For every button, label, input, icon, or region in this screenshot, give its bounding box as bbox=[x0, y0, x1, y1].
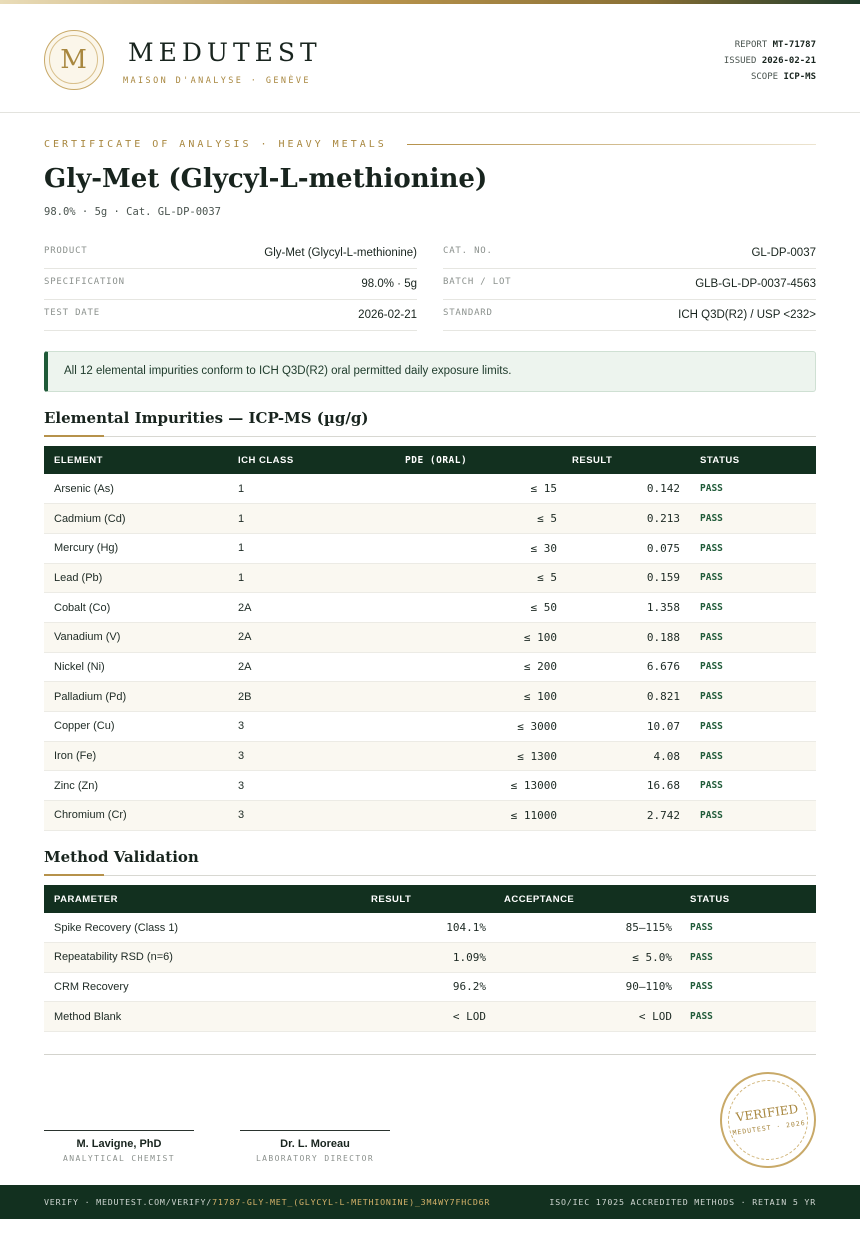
info-value: Gly-Met (Glycyl-L-methionine) bbox=[264, 247, 417, 259]
col-header-element: ELEMENT bbox=[54, 454, 103, 466]
ich-class-cell: 2A bbox=[238, 593, 358, 623]
section-accent bbox=[44, 435, 104, 437]
info-key: PRODUCT bbox=[44, 246, 88, 256]
pde-cell: ≤ 200 bbox=[358, 652, 559, 682]
seal-subtext: MEDUTEST · 2026 bbox=[732, 1118, 807, 1138]
info-value: GLB-GL-DP-0037-4563 bbox=[695, 278, 816, 290]
ich-class-cell: 1 bbox=[238, 474, 358, 504]
element-cell: Copper (Cu) bbox=[44, 712, 238, 742]
impurities-table bbox=[44, 446, 816, 831]
issued-date: ISSUED 2026-02-21 bbox=[723, 56, 816, 66]
verified-seal bbox=[714, 1066, 822, 1174]
info-row bbox=[443, 300, 816, 331]
ich-class-cell: 1 bbox=[238, 563, 358, 593]
conformance-notice bbox=[44, 351, 816, 392]
table-header-row bbox=[44, 885, 816, 913]
status-badge: PASS bbox=[680, 771, 816, 801]
report-number: REPORT MT-71787 bbox=[734, 40, 816, 50]
info-key: CAT. NO. bbox=[443, 246, 493, 256]
status-badge: PASS bbox=[672, 913, 816, 943]
element-cell: Zinc (Zn) bbox=[44, 771, 238, 801]
status-badge: PASS bbox=[680, 474, 816, 504]
status-badge: PASS bbox=[680, 622, 816, 652]
col-header-pde: PDE (ORAL) bbox=[405, 454, 468, 466]
pde-cell: ≤ 5 bbox=[358, 563, 559, 593]
parameter-cell: Spike Recovery (Class 1) bbox=[44, 913, 264, 943]
verify-code: 71787-GLY-MET_(GLYCYL-L-METHIONINE)_3M4WY7FHCD6R bbox=[212, 1197, 491, 1207]
section-divider bbox=[44, 875, 816, 876]
ich-class-cell: 2A bbox=[238, 652, 358, 682]
result-cell: 0.821 bbox=[559, 682, 680, 712]
info-value: GL-DP-0037 bbox=[751, 247, 816, 259]
status-badge: PASS bbox=[680, 712, 816, 742]
table-row bbox=[44, 593, 816, 623]
pde-cell: ≤ 100 bbox=[358, 622, 559, 652]
brand-name: MEDUTEST bbox=[128, 38, 322, 67]
status-badge: PASS bbox=[680, 563, 816, 593]
signatory-name: Dr. L. Moreau bbox=[280, 1138, 350, 1150]
result-cell: 2.742 bbox=[559, 801, 680, 831]
result-cell: 0.075 bbox=[559, 533, 680, 563]
col-header-acceptance: ACCEPTANCE bbox=[504, 893, 575, 905]
col-header-ich-class: ICH CLASS bbox=[238, 454, 294, 466]
info-key: TEST DATE bbox=[44, 308, 100, 318]
signatory-role: ANALYTICAL CHEMIST bbox=[63, 1154, 175, 1163]
section-divider bbox=[44, 436, 816, 437]
element-cell: Mercury (Hg) bbox=[44, 533, 238, 563]
product-title: Gly-Met (Glycyl-L-methionine) bbox=[44, 164, 488, 194]
acceptance-cell: < LOD bbox=[486, 1002, 672, 1032]
signature-divider bbox=[44, 1054, 816, 1055]
ich-class-cell: 3 bbox=[238, 771, 358, 801]
ich-class-cell: 1 bbox=[238, 533, 358, 563]
info-key: STANDARD bbox=[443, 308, 493, 318]
info-row bbox=[44, 300, 417, 331]
col-header-parameter: PARAMETER bbox=[54, 893, 118, 905]
status-badge: PASS bbox=[680, 682, 816, 712]
result-cell: 1.09% bbox=[264, 943, 486, 973]
table-row bbox=[44, 771, 816, 801]
col-header-result: RESULT bbox=[371, 893, 412, 905]
table-row bbox=[44, 943, 816, 973]
result-cell: < LOD bbox=[264, 1002, 486, 1032]
status-badge: PASS bbox=[680, 801, 816, 831]
result-cell: 1.358 bbox=[559, 593, 680, 623]
signature-block bbox=[44, 1130, 194, 1163]
status-badge: PASS bbox=[680, 533, 816, 563]
brand-tagline: MAISON D'ANALYSE · GENÈVE bbox=[123, 76, 311, 86]
signatory-role: LABORATORY DIRECTOR bbox=[255, 1154, 375, 1163]
result-cell: 0.213 bbox=[559, 504, 680, 534]
ich-class-cell: 2B bbox=[238, 682, 358, 712]
table-row bbox=[44, 972, 816, 1002]
signature-block bbox=[240, 1130, 390, 1163]
parameter-cell: Repeatability RSD (n=6) bbox=[44, 943, 264, 973]
table-row bbox=[44, 913, 816, 943]
result-cell: 4.08 bbox=[559, 741, 680, 771]
element-cell: Lead (Pb) bbox=[44, 563, 238, 593]
info-grid-right bbox=[443, 238, 816, 331]
section-accent bbox=[44, 874, 104, 876]
result-cell: 0.188 bbox=[559, 622, 680, 652]
table-row bbox=[44, 652, 816, 682]
status-badge: PASS bbox=[680, 652, 816, 682]
product-subline: 98.0% · 5g · Cat. GL-DP-0037 bbox=[44, 206, 222, 218]
table-row bbox=[44, 741, 816, 771]
ich-class-cell: 3 bbox=[238, 741, 358, 771]
kicker-divider bbox=[407, 144, 816, 145]
table-row bbox=[44, 533, 816, 563]
table-row bbox=[44, 712, 816, 742]
brand-logo-initial: M bbox=[49, 35, 98, 84]
parameter-cell: CRM Recovery bbox=[44, 972, 264, 1002]
acceptance-cell: ≤ 5.0% bbox=[486, 943, 672, 973]
table-header-row bbox=[44, 446, 816, 474]
report-scope: SCOPE ICP-MS bbox=[750, 72, 816, 82]
pde-cell: ≤ 15 bbox=[358, 474, 559, 504]
element-cell: Cobalt (Co) bbox=[44, 593, 238, 623]
element-cell: Iron (Fe) bbox=[44, 741, 238, 771]
status-badge: PASS bbox=[680, 741, 816, 771]
table-row bbox=[44, 801, 816, 831]
info-key: BATCH / LOT bbox=[443, 277, 512, 287]
result-cell: 10.07 bbox=[559, 712, 680, 742]
info-grid-left bbox=[44, 238, 417, 331]
table-row bbox=[44, 622, 816, 652]
ich-class-cell: 3 bbox=[238, 712, 358, 742]
validation-section-title: Method Validation bbox=[44, 848, 199, 866]
info-row bbox=[443, 269, 816, 300]
acceptance-cell: 90–110% bbox=[486, 972, 672, 1002]
col-header-result: RESULT bbox=[572, 454, 613, 466]
ich-class-cell: 3 bbox=[238, 801, 358, 831]
result-cell: 16.68 bbox=[559, 771, 680, 801]
table-row bbox=[44, 563, 816, 593]
info-value: 98.0% · 5g bbox=[361, 278, 417, 290]
element-cell: Nickel (Ni) bbox=[44, 652, 238, 682]
pde-cell: ≤ 50 bbox=[358, 593, 559, 623]
info-value: 2026-02-21 bbox=[358, 309, 417, 321]
pde-cell: ≤ 30 bbox=[358, 533, 559, 563]
ich-class-cell: 2A bbox=[238, 622, 358, 652]
col-header-status: STATUS bbox=[700, 454, 740, 466]
seal-text: VERIFIED bbox=[735, 1101, 800, 1125]
brand-logo bbox=[44, 30, 104, 90]
status-badge: PASS bbox=[680, 504, 816, 534]
result-cell: 0.142 bbox=[559, 474, 680, 504]
ich-class-cell: 1 bbox=[238, 504, 358, 534]
table-row bbox=[44, 682, 816, 712]
info-row bbox=[443, 238, 816, 269]
status-badge: PASS bbox=[672, 972, 816, 1002]
acceptance-cell: 85–115% bbox=[486, 913, 672, 943]
status-badge: PASS bbox=[680, 593, 816, 623]
report-footer bbox=[0, 1185, 860, 1219]
table-row bbox=[44, 474, 816, 504]
pde-cell: ≤ 3000 bbox=[358, 712, 559, 742]
conformance-notice-text: All 12 elemental impurities conform to ICH Q3D(R2) oral permitted daily exposure limits. bbox=[64, 365, 512, 377]
pde-cell: ≤ 1300 bbox=[358, 741, 559, 771]
result-cell: 96.2% bbox=[264, 972, 486, 1002]
report-meta bbox=[724, 37, 816, 85]
pde-cell: ≤ 5 bbox=[358, 504, 559, 534]
signatory-name: M. Lavigne, PhD bbox=[76, 1138, 162, 1150]
pde-cell: ≤ 11000 bbox=[358, 801, 559, 831]
info-row bbox=[44, 269, 417, 300]
element-cell: Cadmium (Cd) bbox=[44, 504, 238, 534]
validation-table bbox=[44, 885, 816, 1032]
element-cell: Vanadium (V) bbox=[44, 622, 238, 652]
element-cell: Palladium (Pd) bbox=[44, 682, 238, 712]
info-value: ICH Q3D(R2) / USP <232> bbox=[678, 309, 816, 321]
accreditation-note: ISO/IEC 17025 ACCREDITED METHODS · RETAIN 5 YR bbox=[549, 1197, 816, 1207]
status-badge: PASS bbox=[672, 1002, 816, 1032]
element-cell: Chromium (Cr) bbox=[44, 801, 238, 831]
element-cell: Arsenic (As) bbox=[44, 474, 238, 504]
col-header-status: STATUS bbox=[690, 893, 730, 905]
impurities-section-title: Elemental Impurities — ICP-MS (µg/g) bbox=[44, 409, 369, 427]
result-cell: 0.159 bbox=[559, 563, 680, 593]
verify-link[interactable]: VERIFY · MEDUTEST.COM/VERIFY/71787-GLY-MET_(GLYCYL-L-METHIONINE)_3M4WY7FHCD6R bbox=[44, 1197, 491, 1207]
result-cell: 104.1% bbox=[264, 913, 486, 943]
pde-cell: ≤ 13000 bbox=[358, 771, 559, 801]
status-badge: PASS bbox=[672, 943, 816, 973]
parameter-cell: Method Blank bbox=[44, 1002, 264, 1032]
report-header bbox=[0, 4, 860, 113]
info-key: SPECIFICATION bbox=[44, 277, 125, 287]
document-kicker: CERTIFICATE OF ANALYSIS · HEAVY METALS bbox=[44, 139, 387, 150]
table-row bbox=[44, 504, 816, 534]
info-row bbox=[44, 238, 417, 269]
table-row bbox=[44, 1002, 816, 1032]
result-cell: 6.676 bbox=[559, 652, 680, 682]
pde-cell: ≤ 100 bbox=[358, 682, 559, 712]
